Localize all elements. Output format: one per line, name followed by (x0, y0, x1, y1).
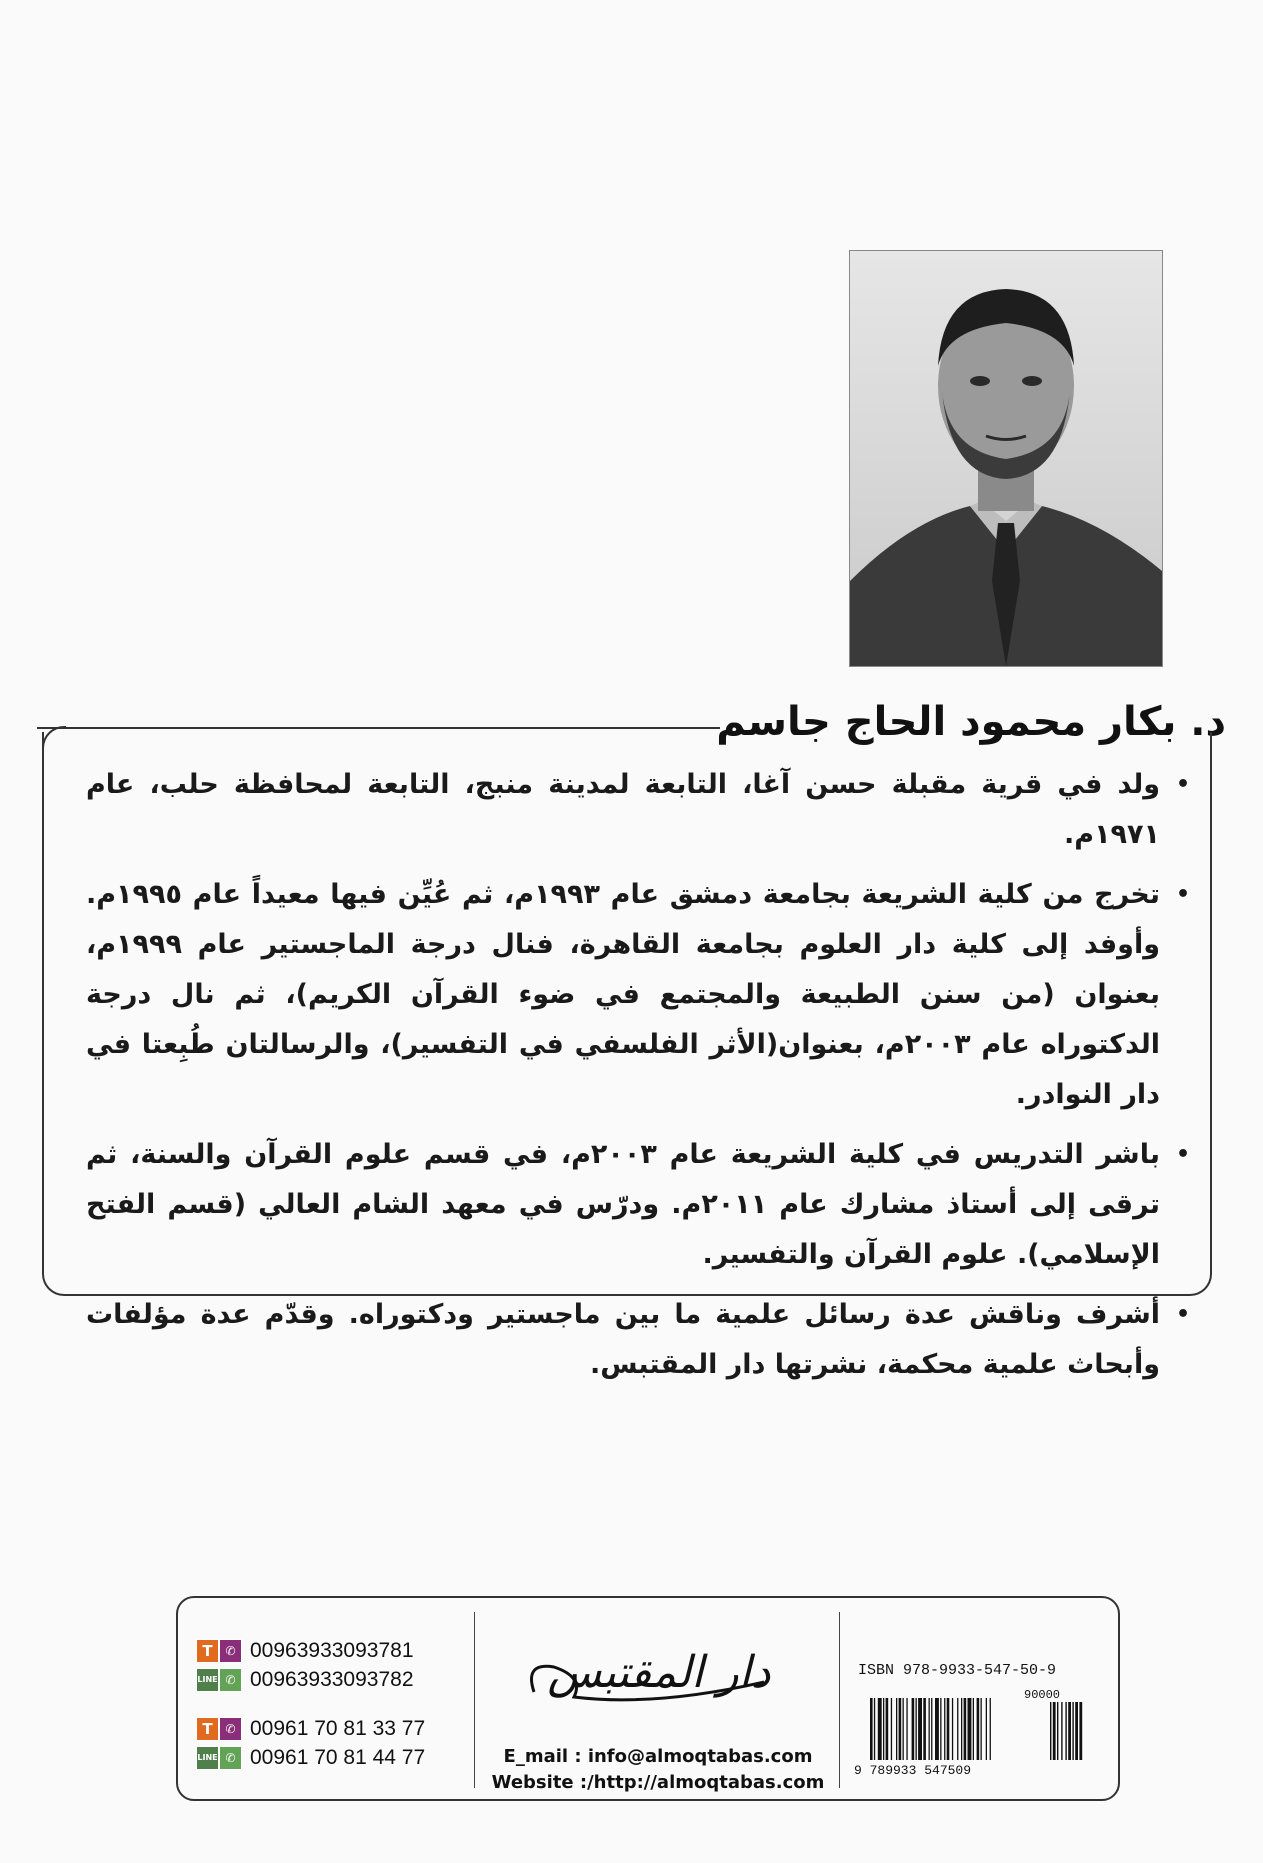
bullet-icon: • (1175, 1302, 1190, 1327)
divider (839, 1612, 840, 1788)
barcode (868, 1698, 1106, 1764)
phone-number: 00961 70 81 33 77 (250, 1716, 426, 1740)
messaging-icons (196, 1639, 242, 1663)
isbn-label: ISBN 978-9933-547-50-9 (858, 1662, 1057, 1679)
contact-group-lebanon (196, 1714, 466, 1772)
isbn-addon: 90000 (1024, 1688, 1061, 1702)
telegram-icon: T (196, 1717, 219, 1741)
barcode-digits: 9 789933 547509 (854, 1763, 972, 1778)
bullet-icon: • (1175, 1142, 1190, 1167)
bio-item (86, 1290, 1190, 1390)
whatsapp-icon: ✆ (219, 1746, 242, 1770)
publisher-website: Website :/http://almoqtabas.com (491, 1772, 825, 1793)
messaging-icons (196, 1717, 242, 1741)
phone-number: 00963933093782 (250, 1667, 414, 1691)
bio-list (86, 760, 1190, 1400)
viber-icon: ✆ (219, 1717, 242, 1741)
contact-group-syria (196, 1636, 466, 1694)
telegram-icon: T (196, 1639, 219, 1663)
bio-box (42, 732, 1212, 1380)
phone-number: 00961 70 81 44 77 (250, 1745, 426, 1769)
viber-icon: ✆ (219, 1639, 242, 1663)
bio-item (86, 760, 1190, 860)
contact-row (196, 1665, 466, 1694)
whatsapp-icon: ✆ (219, 1668, 242, 1692)
bio-item (86, 1130, 1190, 1280)
author-name: د. بكار محمود الحاج جاسم (716, 699, 1226, 745)
line-icon: LINE (196, 1746, 219, 1770)
bio-item-text: أشرف وناقش عدة رسائل علمية ما بين ماجستير ودكتوراه. وقدّم عدة مؤلفات وأبحاث علمية محكمة، نشرتها دار المقتبس. (86, 1299, 1160, 1380)
bio-item-text: ولد في قرية مقبلة حسن آغا، التابعة لمدينة منبج، التابعة لمحافظة حلب، عام ١٩٧١م. (86, 769, 1160, 850)
publisher-logo (514, 1622, 804, 1722)
divider (474, 1612, 475, 1788)
bullet-icon: • (1175, 882, 1190, 907)
messaging-icons (196, 1746, 242, 1770)
phone-number: 00963933093781 (250, 1638, 414, 1662)
contact-row (196, 1636, 466, 1665)
messaging-icons (196, 1668, 242, 1692)
bio-item (86, 870, 1190, 1120)
bullet-icon: • (1175, 772, 1190, 797)
publisher-info-box (176, 1596, 1120, 1801)
publisher-email: E_mail : info@almoqtabas.com (503, 1746, 813, 1767)
author-photo (849, 250, 1163, 667)
line-icon: LINE (196, 1668, 219, 1692)
contact-row (196, 1743, 466, 1772)
bio-item-text: تخرج من كلية الشريعة بجامعة دمشق عام ١٩٩٣م، ثم عُيِّن فيها معيداً عام ١٩٩٥م. وأوفد إلى كلية دار العلوم بجامعة القاهرة، فنال درجة الماجستير عام ١٩٩٩م، بعنوان (من سنن الطبيعة والمجتمع في ضوء القرآن الكريم)، ثم نال درجة الدكتوراه عام ٢٠٠٣م، بعنوان(الأثر الفلسفي في التفسير)، والرسالتان طُبِعتا في دار النوادر. (86, 879, 1160, 1110)
contact-row (196, 1714, 466, 1743)
publisher-logo-text: دار المقتبس (547, 1646, 771, 1698)
bio-item-text: باشر التدريس في كلية الشريعة عام ٢٠٠٣م، في قسم علوم القرآن والسنة، ثم ترقى إلى أستاذ مشارك عام ٢٠١١م. ودرّس في معهد الشام العالي (قسم الفتح الإسلامي). علوم القرآن والتفسير. (86, 1139, 1161, 1270)
